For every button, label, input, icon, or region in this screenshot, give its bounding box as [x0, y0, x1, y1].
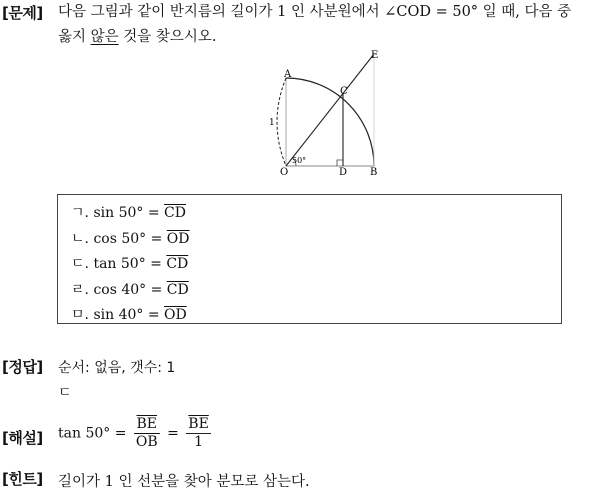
right-angle-mark: [337, 160, 343, 166]
options-box: [57, 194, 562, 324]
option-segment: $\overline{OD}$: [164, 307, 187, 323]
option-4: [71, 279, 189, 299]
fraction-1-numerator: $\overline{BE}$: [134, 416, 160, 434]
answer-line-2: ㄷ: [58, 385, 72, 401]
label-A: A: [284, 69, 292, 80]
arc-AB: [286, 78, 374, 166]
radius-brace: [277, 78, 286, 166]
fraction-2: [186, 416, 211, 451]
solution-label: [해설]: [2, 429, 43, 447]
label-B: B: [370, 167, 378, 178]
underlined-word: 않은: [90, 29, 119, 45]
fraction-2-denominator: 1: [194, 434, 204, 450]
question-line-2-start: 옳지: [58, 29, 91, 45]
label-O: O: [280, 167, 289, 178]
option-expr: cos 50° =: [93, 231, 163, 247]
equals-sign: =: [167, 425, 179, 442]
label-D: D: [339, 167, 348, 178]
option-marker: ㅁ.: [71, 307, 89, 323]
option-segment: $\overline{OD}$: [166, 231, 190, 247]
solution-formula: [58, 416, 214, 451]
question-label: [문제]: [2, 4, 43, 22]
quarter-circle-figure: [258, 44, 388, 184]
answer-line-1: 순서: 없음, 갯수: 1: [58, 360, 176, 376]
segment-OE: [286, 54, 374, 166]
option-segment: $\overline{CD}$: [166, 256, 189, 272]
option-1: [71, 202, 186, 222]
option-marker: ㄱ.: [71, 205, 89, 221]
label-E: E: [371, 50, 379, 61]
solution-lhs: tan 50° =: [58, 425, 127, 442]
angle-label: 50°: [292, 156, 307, 165]
label-C: C: [340, 86, 348, 97]
fraction-2-numerator: $\overline{BE}$: [188, 416, 209, 432]
option-segment: $\overline{CD}$: [166, 282, 189, 298]
option-5: [71, 304, 187, 324]
option-expr: sin 50° =: [93, 205, 160, 221]
option-segment: $\overline{CD}$: [164, 205, 186, 221]
question-line-2-end: 것을 찾으시오.: [118, 29, 217, 45]
question-line-1: 다음 그림과 같이 반지름의 길이가 1 인 사분원에서 ∠COD = 50° 일 때, 다음 중: [58, 4, 572, 20]
radius-label: 1: [269, 118, 275, 128]
option-expr: cos 40° =: [93, 282, 163, 298]
fraction-1: [134, 416, 160, 451]
question-text: [58, 0, 588, 50]
hint-text: 길이가 1 인 선분을 찾아 분모로 삼는다.: [58, 474, 310, 490]
option-expr: sin 40° =: [93, 307, 160, 323]
fraction-1-denominator: OB: [135, 434, 158, 450]
answer-label: [정답]: [2, 358, 43, 376]
option-marker: ㄹ.: [71, 282, 89, 298]
option-marker: ㄷ.: [71, 256, 89, 272]
hint-label: [힌트]: [2, 470, 43, 488]
option-marker: ㄴ.: [71, 231, 89, 247]
option-expr: tan 50° =: [93, 256, 162, 272]
option-3: [71, 253, 188, 273]
option-2: [71, 228, 190, 248]
